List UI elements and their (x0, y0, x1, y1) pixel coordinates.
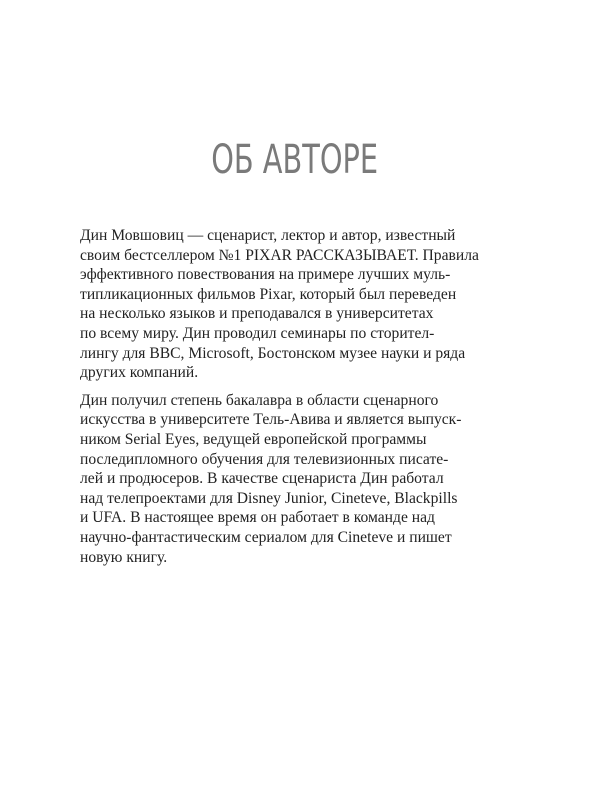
text-line: Дин Мовшовиц — сценарист, лектор и автор, известный (80, 227, 456, 244)
text-line: лей и продюсеров. В качестве сценариста Дин работал (80, 470, 444, 488)
text-line: по всему миру. Дин проводил семинары по сторител- (80, 324, 435, 342)
text-line: других компаний. (80, 364, 199, 382)
text-line: лингу для BBC, Microsoft, Бостонском музее науки и ряда (80, 344, 466, 362)
text-line: искусства в университете Тель-Авива и является выпуск- (80, 411, 462, 429)
bio-paragraph-2 (80, 391, 500, 567)
text-line: над телепроектами для Disney Junior, Cineteve, Blackpills (80, 489, 458, 507)
text-line: Дин получил степень бакалавра в области сценарного (80, 391, 439, 409)
bio-paragraph-1 (80, 226, 500, 383)
page-title: ОБ АВТОРЕ (211, 137, 379, 183)
text-line: на несколько языков и преподавался в университетах (80, 305, 434, 323)
text-line: последипломного обучения для телевизионных писате- (80, 450, 449, 468)
text-line: типликационных фильмов Pixar, который был переведен (80, 285, 457, 303)
text-line: эффективного повествования на примере лучших муль- (80, 266, 451, 284)
text-line: новую книгу. (80, 548, 168, 566)
text-line: ником Serial Eyes, ведущей европейской программы (80, 430, 427, 448)
text-line: научно-фантастическим сериалом для Cineteve и пишет (80, 528, 452, 546)
author-bio (80, 226, 500, 567)
text-line: и UFA. В настоящее время он работает в команде над (80, 509, 435, 527)
text-line: своим бестселлером №1 PIXAR РАССКАЗЫВАЕТ. Правила (80, 246, 479, 264)
